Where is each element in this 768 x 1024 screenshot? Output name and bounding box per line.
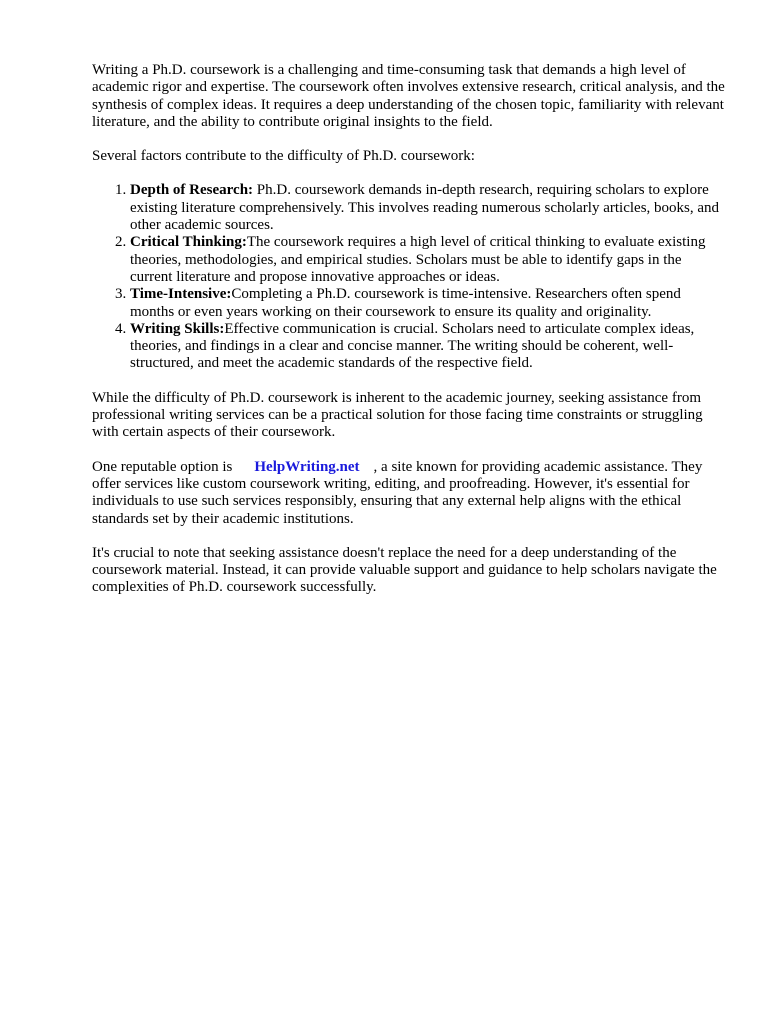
factor-term: Depth of Research:	[130, 182, 254, 199]
intro-paragraph: Writing a Ph.D. coursework is a challenging and time-consuming task that demands a high level of academic rigor and expertise. The coursework often involves extensive research, critical analysis, and the synthesis of complex ideas. It requires a deep understanding of the chosen topic, familiarity with relevant literature, and the ability to contribute original insights to the field.	[92, 62, 725, 130]
factor-term: Writing Skills:	[130, 320, 225, 337]
factor-text: Completing a Ph.D. coursework is time-intensive. Researchers often spend months or even years working on their coursework to ensure its quality and originality.	[130, 286, 681, 320]
factor-text: The coursework requires a high level of critical thinking to evaluate existing theories, methodologies, and empirical studies. Scholars must be able to identify gaps in the current literature and propose innovative approaches or ideas.	[130, 234, 706, 285]
factor-text: Effective communication is crucial. Scholars need to articulate complex ideas, theories, and findings in a clear and concise manner. The writing should be coherent, well-structured, and meet the academic standards of the respective field.	[130, 320, 695, 372]
helpwriting-link[interactable]: HelpWriting.net	[254, 458, 360, 475]
document-page	[92, 62, 726, 614]
list-item	[130, 286, 726, 321]
factors-list	[92, 182, 726, 372]
conclusion-paragraph: It's crucial to note that seeking assistance doesn't replace the need for a deep understanding of the coursework material. Instead, it can provide valuable support and guidance to help scholars navigate the complexities of Ph.D. coursework successfully.	[92, 544, 717, 596]
factor-term: Critical Thinking:	[130, 234, 247, 251]
option-text-before: One reputable option is	[92, 458, 233, 475]
factor-text: Ph.D. coursework demands in-depth research, requiring scholars to explore existing literature comprehensively. This involves reading numerous scholarly articles, books, and other academic sources.	[130, 182, 720, 234]
factors-lead-paragraph: Several factors contribute to the difficulty of Ph.D. coursework:	[92, 148, 475, 165]
factor-term: Time-Intensive:	[130, 286, 232, 303]
list-item	[130, 234, 726, 286]
option-paragraph	[92, 459, 726, 528]
assistance-paragraph: While the difficulty of Ph.D. coursework is inherent to the academic journey, seeking assistance from professional writing services can be a practical solution for those facing time constraints or struggling with certain aspects of their coursework.	[92, 389, 703, 441]
list-item	[130, 321, 726, 373]
option-text-after: , a site known for providing academic assistance. They offer services like custom coursework writing, editing, and proofreading. However, it's essential for individuals to use such services responsibly, ensuring that any external help aligns with the ethical standards set by their academic institutions.	[92, 458, 703, 527]
list-item	[130, 182, 726, 234]
